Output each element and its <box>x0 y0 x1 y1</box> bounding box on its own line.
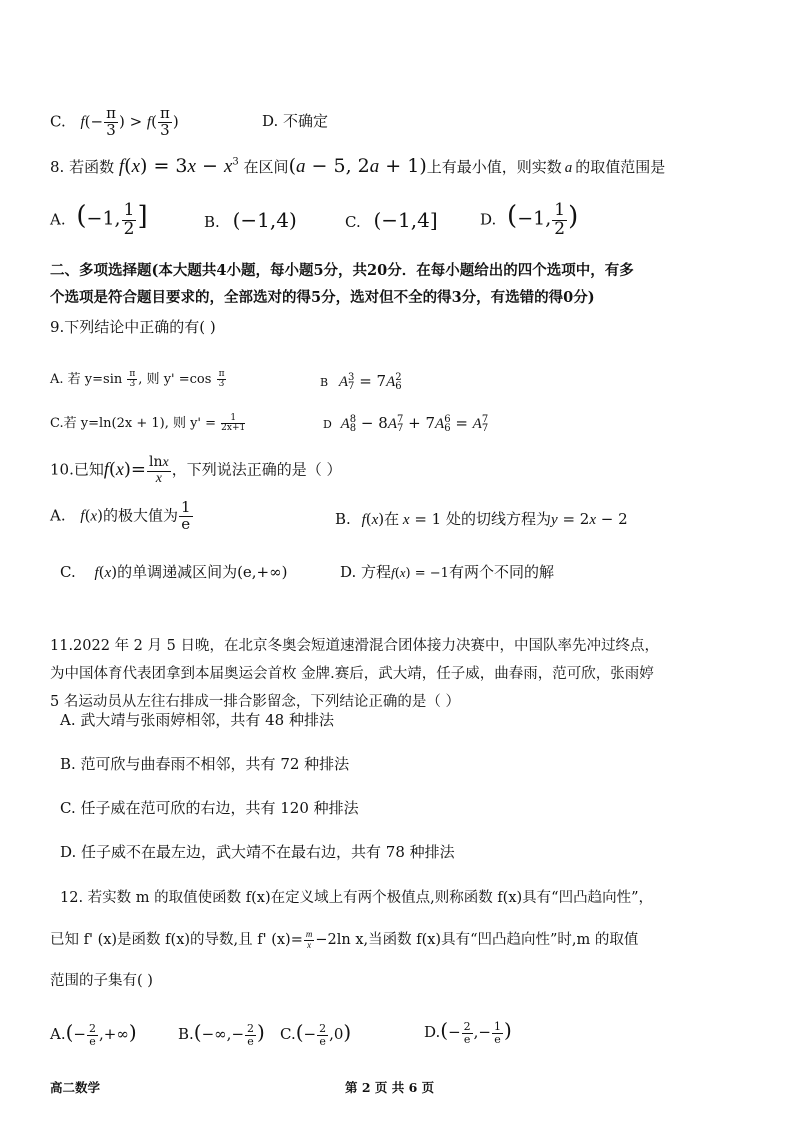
footer-subject: 高二数学 <box>50 1080 101 1095</box>
q11-option-a: A. 武大靖与张雨婷相邻，共有 48 种排法 <box>60 711 334 729</box>
q12-option-a: A.(− $\frac{2}{e}$ ,+∞) <box>50 1020 137 1048</box>
q11-stem-line3: 5 名运动员从左往右排成一排合影留念，下列结论正确的是（ ） <box>50 694 460 710</box>
q10-stem: 10.已知f(x)= $\frac{\ln x}{x}$ ，下列说法正确的是（ ） <box>50 454 342 486</box>
q8-option-a: A. (−1, $\frac{1}{2}$ ] <box>50 200 148 239</box>
q12-option-b: B.(−∞,− $\frac{2}{e}$ ) <box>178 1020 265 1048</box>
section2-heading-line1: 二、多项选择题(本大题共4小题，每小题5分，共20分．在每小题给出的四个选项中，有多 <box>50 262 634 279</box>
q7-option-c-label: C. <box>50 112 66 131</box>
q9-option-b: B A 3 7 = 7A 2 6 <box>320 372 402 392</box>
q10-option-b: B. f(x)在 x = 1 处的切线方程为y = 2x − 2 <box>335 510 628 528</box>
q7-option-d: D. 不确定 <box>262 112 329 130</box>
q10-option-a: A. f(x)的极大值为 $\frac{1}{e}$ <box>50 498 191 533</box>
q12-stem-line3: 范围的子集有( ) <box>50 973 153 989</box>
q9-option-a: A. 若 y=sin $\frac{\pi}{3}$ , 则 y' =cos $\frac{\pi}{3}$ <box>50 368 225 389</box>
q8-option-c-value: (−1,4] <box>373 208 438 232</box>
q8-option-c: C. (−1,4] <box>345 208 438 232</box>
footer-page-number: 第 2 页 共 6 页 <box>345 1080 435 1095</box>
q12-stem-line1: 12. 若实数 m 的取值使函数 f(x)在定义域上有两个极值点,则称函数 f(x)具有“凹凸趋向性”， <box>60 890 654 906</box>
q11-option-d: D. 任子威不在最左边，武大靖不在最右边，共有 78 种排法 <box>60 843 455 861</box>
q11-stem-line1: 11.2022 年 2 月 5 日晚，在北京冬奥会短道速滑混合团体接力决赛中，中国队率先冲过终点， <box>50 638 659 654</box>
q12-option-d: D.(− $\frac{2}{e}$ ,− $\frac{1}{e}$ ) <box>424 1018 512 1046</box>
q10-option-d: D. 方程f(x) = −1有两个不同的解 <box>340 563 554 581</box>
q8-option-b-value: (−1,4) <box>232 208 297 232</box>
q12-option-c: C.(− $\frac{2}{e}$ ,0) <box>280 1020 352 1048</box>
q8-option-b: B. (−1,4) <box>204 208 297 232</box>
section2-heading-line2: 个选项是符合题目要求的，全部选对的得5分，选对但不全的得3分，有选错的得0分) <box>50 289 595 306</box>
q9-stem: 9.下列结论中正确的有( ) <box>50 318 216 336</box>
q11-stem-line2: 为中国体育代表团拿到本届奥运会首枚 金牌.赛后，武大靖，任子威，曲春雨，范可欣，张雨婷 <box>50 666 654 682</box>
q12-stem-line2: 已知 f' (x)是函数 f(x)的导数,且 f' (x)= $\frac{m}{x}$ −2ln x,当函数 f(x)具有“凹凸趋向性”时,m 的取值 <box>50 929 639 950</box>
q8-option-d: D. (−1, $\frac{1}{2}$ ) <box>480 200 579 239</box>
q7-option-c: C. f(− $\frac{\pi}{3}$ ) > f( $\frac{\pi}{3}$ ) <box>50 104 179 139</box>
q9-option-c: C.若 y=ln(2x + 1), 则 y' = $\frac{1}{2x+1}$ <box>50 412 246 433</box>
q8-stem: 8. 若函数 $f(x) = 3x - x^3$ 在区间(a − 5, 2a + 1)上有最小值，则实数 a 的取值范围是 <box>50 155 666 177</box>
q11-option-b: B. 范可欣与曲春雨不相邻，共有 72 种排法 <box>60 755 350 773</box>
q9-option-d: D A 8 8 − 8A 7 7 + 7A 6 6 = A 7 7 <box>323 414 489 434</box>
q11-option-c: C. 任子威在范可欣的右边，共有 120 种排法 <box>60 799 359 817</box>
q10-option-c: C. f(x)的单调递减区间为(e,+∞) <box>60 563 288 581</box>
